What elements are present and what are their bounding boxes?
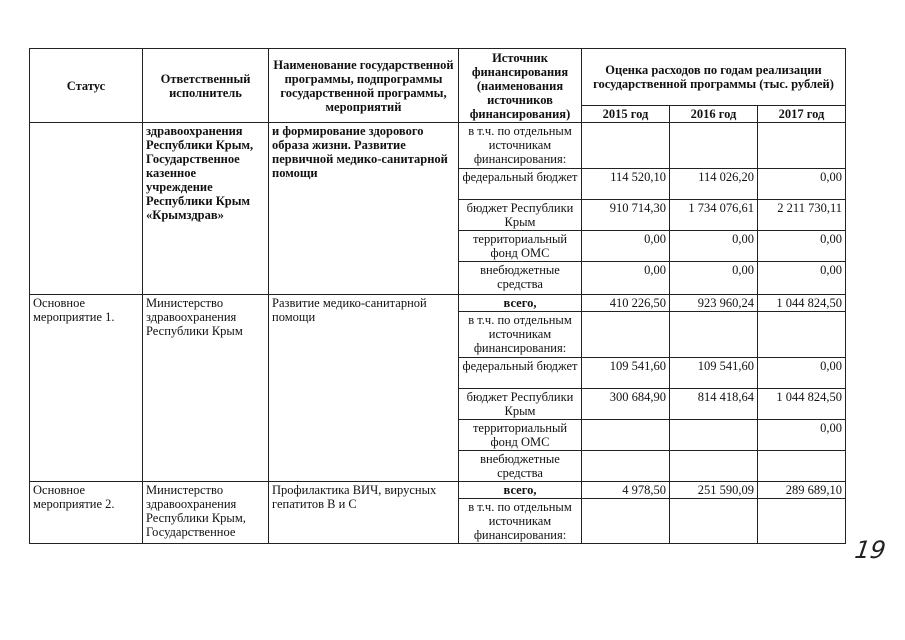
value-2015 [582,312,670,358]
value-2015 [582,420,670,451]
source-cell: всего, [459,295,582,312]
source-cell: федеральный бюджет [459,358,582,389]
header-program: Наименование государственной программы, подпрограммы государственной программы, мероприятий [269,49,459,123]
source-cell: бюджет Республики Крым [459,200,582,231]
executor-cell: здравоохранения Республики Крым, Государственное казенное учреждение Республики Крым «Крымздрав» [143,123,269,295]
value-2016 [670,499,758,544]
value-2015 [582,499,670,544]
status-cell: Основное мероприятие 2. [30,482,143,544]
value-2016: 114 026,20 [670,169,758,200]
value-2015: 0,00 [582,231,670,262]
value-2016: 1 734 076,61 [670,200,758,231]
value-2015: 114 520,10 [582,169,670,200]
source-cell: всего, [459,482,582,499]
table-row [30,123,846,169]
source-cell: территориальный фонд ОМС [459,420,582,451]
header-estimate: Оценка расходов по годам реализации государственной программы (тыс. рублей) [582,49,846,106]
value-2016 [670,123,758,169]
source-cell: бюджет Республики Крым [459,389,582,420]
value-2016: 251 590,09 [670,482,758,499]
value-2015: 0,00 [582,262,670,295]
value-2015: 4 978,50 [582,482,670,499]
value-2015: 910 714,30 [582,200,670,231]
program-cell: и формирование здорового образа жизни. Развитие первичной медико-санитарной помощи [269,123,459,295]
value-2015 [582,123,670,169]
source-cell: территориальный фонд ОМС [459,231,582,262]
budget-table [29,48,846,544]
value-2017: 0,00 [758,231,846,262]
header-year-2016: 2016 год [670,106,758,123]
source-cell: в т.ч. по отдельным источникам финансирования: [459,312,582,358]
header-status: Статус [30,49,143,123]
program-cell: Профилактика ВИЧ, вирусных гепатитов В и С [269,482,459,544]
program-cell: Развитие медико-санитарной помощи [269,295,459,482]
header-year-2017: 2017 год [758,106,846,123]
value-2015: 109 541,60 [582,358,670,389]
value-2016: 923 960,24 [670,295,758,312]
page-number: 19 [853,536,888,564]
source-cell: внебюджетные средства [459,451,582,482]
value-2016: 0,00 [670,262,758,295]
value-2017: 0,00 [758,262,846,295]
value-2017: 0,00 [758,420,846,451]
value-2016: 0,00 [670,231,758,262]
source-cell: федеральный бюджет [459,169,582,200]
source-cell: в т.ч. по отдельным источникам финансирования: [459,123,582,169]
status-cell [30,123,143,295]
value-2016 [670,312,758,358]
header-source: Источник финансирования (наименования источников финансирования) [459,49,582,123]
value-2017: 289 689,10 [758,482,846,499]
executor-cell: Министерство здравоохранения Республики Крым [143,295,269,482]
value-2017: 2 211 730,11 [758,200,846,231]
table-row [30,295,846,312]
value-2015: 410 226,50 [582,295,670,312]
value-2016 [670,420,758,451]
value-2015: 300 684,90 [582,389,670,420]
value-2017 [758,451,846,482]
status-cell: Основное мероприятие 1. [30,295,143,482]
source-cell: в т.ч. по отдельным источникам финансирования: [459,499,582,544]
value-2017 [758,312,846,358]
table-row [30,482,846,499]
value-2017: 1 044 824,50 [758,389,846,420]
value-2016 [670,451,758,482]
value-2017 [758,499,846,544]
value-2015 [582,451,670,482]
header-executor: Ответственный исполнитель [143,49,269,123]
value-2017: 1 044 824,50 [758,295,846,312]
executor-cell: Министерство здравоохранения Республики Крым, Государственное [143,482,269,544]
header-year-2015: 2015 год [582,106,670,123]
value-2016: 109 541,60 [670,358,758,389]
value-2016: 814 418,64 [670,389,758,420]
value-2017: 0,00 [758,169,846,200]
source-cell: внебюджетные средства [459,262,582,295]
value-2017: 0,00 [758,358,846,389]
value-2017 [758,123,846,169]
